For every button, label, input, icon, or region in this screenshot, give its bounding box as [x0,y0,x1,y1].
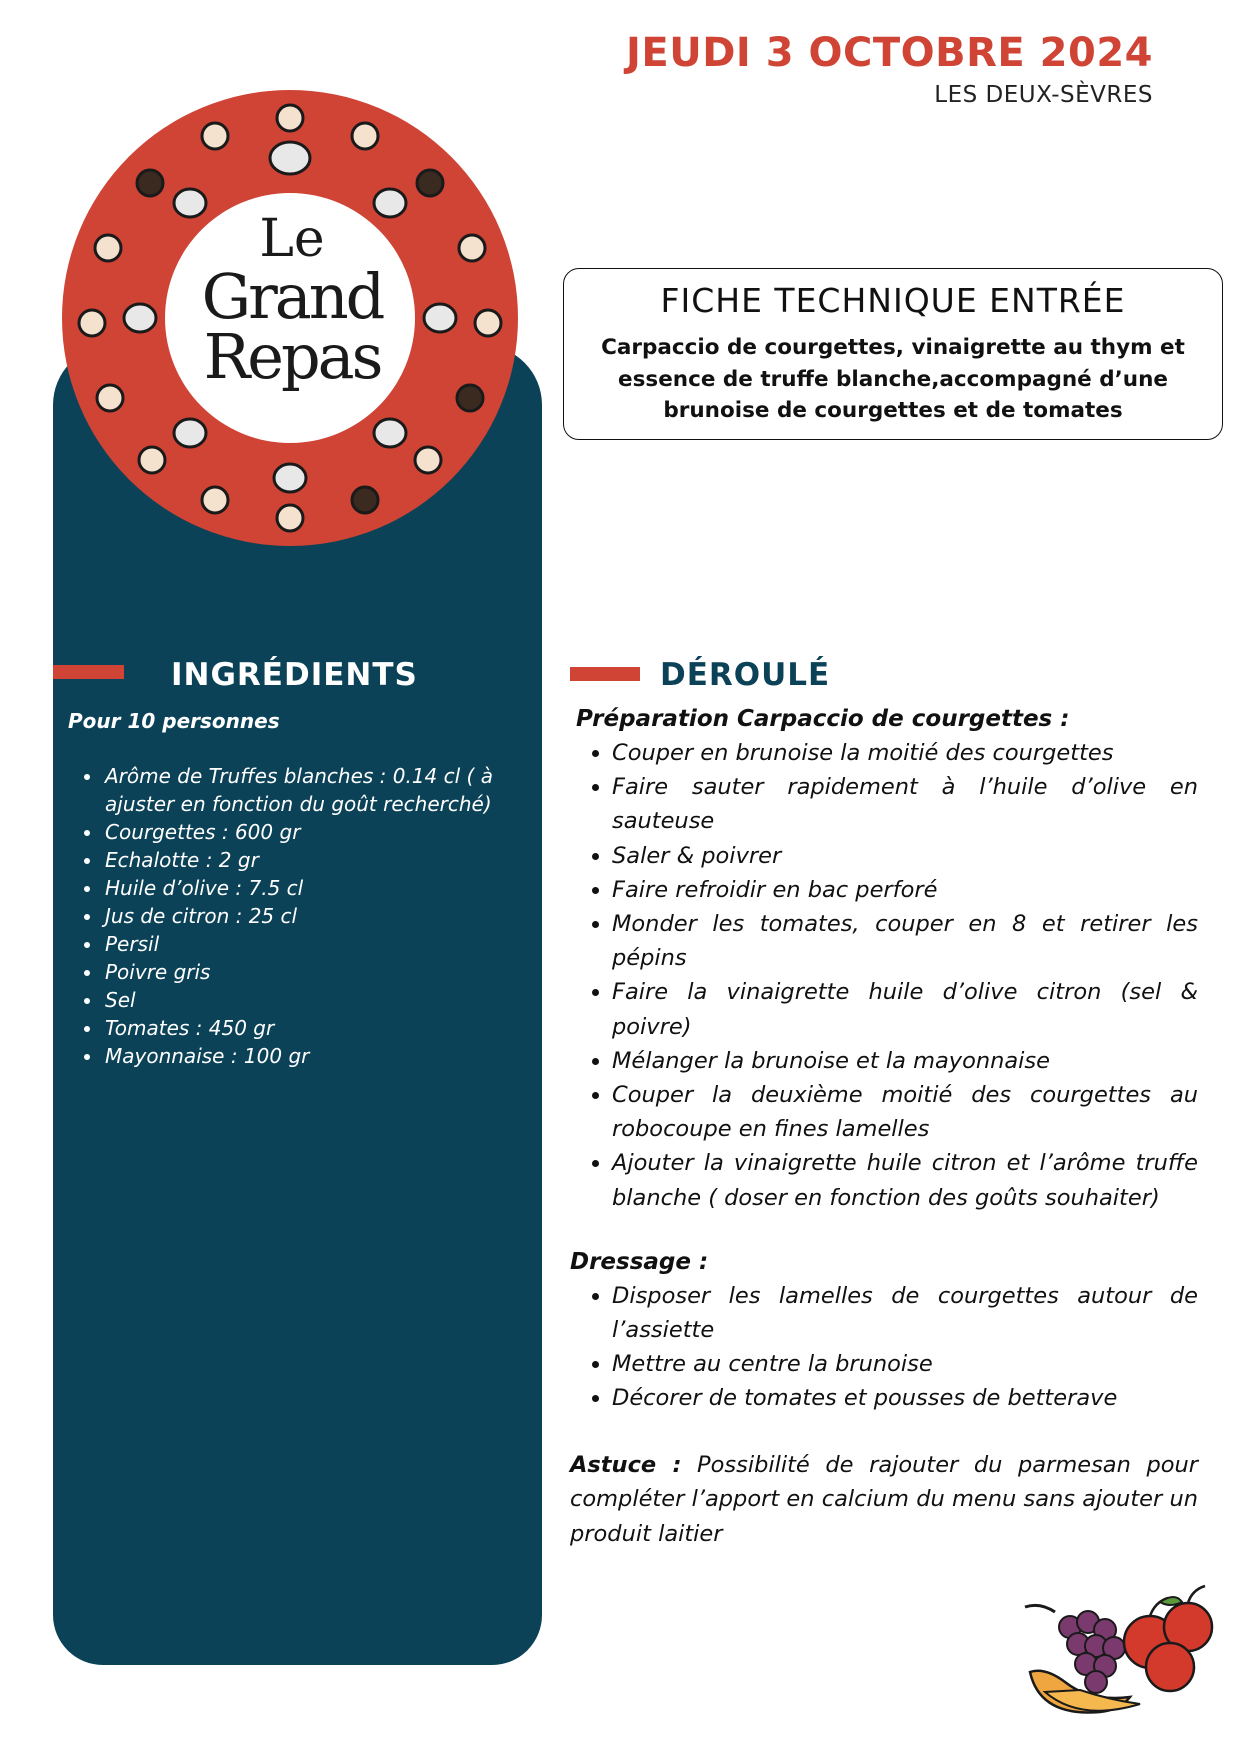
page-region: LES DEUX-SÈVRES [934,82,1153,108]
fiche-title: FICHE TECHNIQUE ENTRÉE [660,281,1126,320]
ingredient-item: • Poivre gris [103,958,523,986]
ingredients-title: INGRÉDIENTS [171,657,418,693]
ingredient-item: • Jus de citron : 25 cl [103,902,523,930]
dressage-step: • Mettre au centre la brunoise [612,1347,1198,1381]
logo-text-le: Le [259,209,325,269]
prep-step: • Faire la vinaigrette huile d’olive citron (sel & poivre) [612,975,1198,1043]
prep-heading: Préparation Carpaccio de courgettes : [576,706,1070,732]
astuce-text: Possibilité de rajouter du parmesan pour compléter l’apport en calcium du menu sans ajouter un produit laitier [570,1451,1199,1547]
ingredient-item: • Mayonnaise : 100 gr [103,1042,523,1070]
prep-step: • Couper la deuxième moitié des courgettes au robocoupe en fines lamelles [612,1078,1198,1146]
dressage-step: • Décorer de tomates et pousses de betterave [612,1381,1198,1415]
deroule-accent-bar [570,667,640,681]
le-grand-repas-logo [60,88,520,548]
dressage-steps-list [570,1279,1198,1416]
fruit-basket-illustration [1010,1572,1220,1722]
prep-step: • Couper en brunoise la moitié des courgettes [612,736,1198,770]
prep-step: • Monder les tomates, couper en 8 et retirer les pépins [612,907,1198,975]
fiche-technique-box [563,268,1223,440]
ingredient-item: • Arôme de Truffes blanches : 0.14 cl ( à ajuster en fonction du goût recherché) [103,762,523,818]
deroule-content [570,706,1198,1551]
deroule-title: DÉROULÉ [660,657,831,693]
astuce-paragraph [570,1448,1198,1552]
ingredient-item: • Courgettes : 600 gr [103,818,523,846]
fiche-desc-line: brunoise de courgettes et de tomates [663,398,1123,423]
logo-text-repas: Repas [203,320,381,393]
dressage-heading: Dressage : [570,1248,709,1275]
prep-steps-list [570,736,1198,1215]
ingredients-list [72,762,523,1070]
ingredient-item: • Sel [103,986,523,1014]
ingredients-subtitle: Pour 10 personnes [68,709,280,733]
prep-step: • Faire sauter rapidement à l’huile d’olive en sauteuse [612,770,1198,838]
fiche-desc-line: Carpaccio de courgettes, vinaigrette au thym et [601,335,1185,360]
prep-step: • Faire refroidir en bac perforé [612,873,1198,907]
ingredient-item: • Persil [103,930,523,958]
ingredient-item: • Huile d’olive : 7.5 cl [103,874,523,902]
prep-step: • Mélanger la brunoise et la mayonnaise [612,1044,1198,1078]
prep-step: • Saler & poivrer [612,839,1198,873]
dressage-step: • Disposer les lamelles de courgettes autour de l’assiette [612,1279,1198,1347]
astuce-label: Astuce : [570,1451,682,1478]
page-date: JEUDI 3 OCTOBRE 2024 [626,30,1153,76]
ingredient-item: • Echalotte : 2 gr [103,846,523,874]
ingredient-item: • Tomates : 450 gr [103,1014,523,1042]
prep-step: • Ajouter la vinaigrette huile citron et l’arôme truffe blanche ( doser en fonction des goûts souhaiter) [612,1146,1198,1214]
fiche-desc-line: essence de truffe blanche,accompagné d’une [618,366,1168,392]
logo-text-grand: Grand [201,260,383,333]
ingredients-accent-bar [53,665,124,679]
fiche-description [594,332,1192,427]
